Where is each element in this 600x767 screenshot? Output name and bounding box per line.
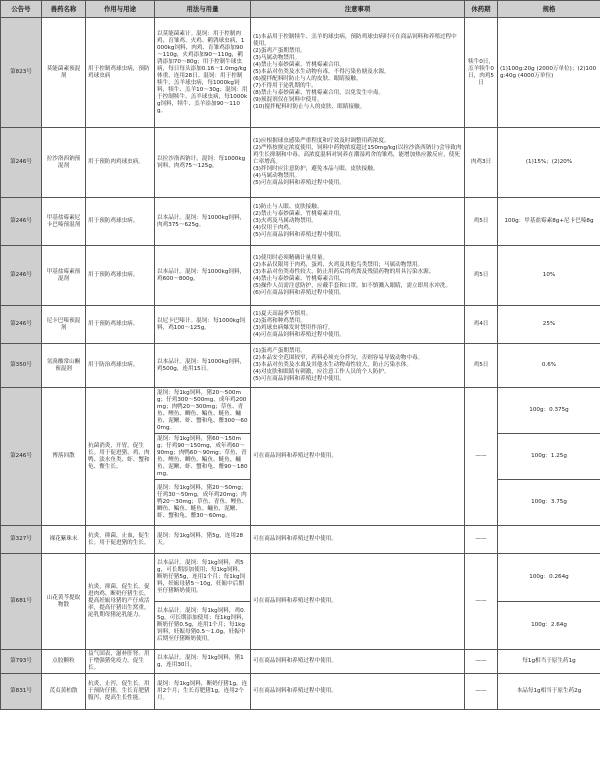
note-line: (2)严格按规定浓度使用，饲料中药物浓度超过150mg/kg(以拉沙洛西钠计)会导致肉鸡生长抑制和中毒。高浓度混料对饲养在潮湿鸡舍的雏鸡，能增加热应激反应，使死亡率增高。 <box>253 145 462 165</box>
header-announcement: 公告号 <box>1 1 42 18</box>
table-row <box>1 344 600 388</box>
note-line: (5)可在商品饲料和养殖过程中使用。 <box>253 376 345 382</box>
withdrawal-period: —— <box>465 674 498 710</box>
note-line: (4)可在商品饲料和养殖过程中使用。 <box>253 331 345 338</box>
specification: 0.6% <box>498 344 600 388</box>
header-notes: 注意事项 <box>251 1 465 18</box>
usage: 用于预防鸡球虫病。 <box>86 198 155 246</box>
note-line: (6)搅拌配料时防止与人的皮肤、眼睛接触。 <box>253 76 362 82</box>
note-line: (3)本品对鱼类毒性较大，防止用药后的鸡粪及残留药物的用具污染水源。 <box>253 268 435 275</box>
announcement-no: 第246号 <box>1 306 42 344</box>
notes <box>251 306 465 344</box>
note-line: (8)禁止与泰妙菌素、竹桃霉素合用，以免发生中毒。 <box>253 90 384 96</box>
table-row <box>1 526 600 554</box>
drug-name: 芪贞黄柏散 <box>42 674 86 710</box>
notes <box>251 198 465 246</box>
note-line: (2)禁止与泰妙菌素、竹桃霉素并用。 <box>253 211 345 217</box>
table-row <box>1 246 600 306</box>
drug-name: 尼卡巴嗪预混剂 <box>42 306 86 344</box>
note-line: (2)本品安全范围较窄，药料必须充分拌匀，否则容易导致动物中毒。 <box>253 355 424 361</box>
usage: 益气固表，滋补肝肾。用于增强猪免疫力，促生长。 <box>86 650 155 674</box>
usage: 抗菌消炎，开胃，促生长。用于促进猪、鸡、肉鸭、淡水鱼类、虾、蟹和龟、鳖生长。 <box>86 388 155 526</box>
table-row <box>1 306 600 344</box>
withdrawal-period: —— <box>465 388 498 526</box>
withdrawal-period: 犊牛0日，羔羊犊牛0日，肉鸡5日 <box>465 18 498 128</box>
table-row <box>1 198 600 246</box>
specification: 100g：0.375g <box>498 388 600 434</box>
announcement-no: 第831号 <box>1 674 42 710</box>
withdrawal-period: —— <box>465 526 498 554</box>
dosage: 以拉沙洛西钠计。混饲：每1000kg饲料，肉鸡75～125g。 <box>155 128 251 198</box>
announcement-no: 第681号 <box>1 554 42 650</box>
dosage: 以本品计。混饲：每1kg饲料，鸡0.5g，可长期添加使用；每1kg饲料，断奶仔猪0.5g，连用1个月；每1kg饲料，妊娠母猪0.5～1.0g，妊娠中后期至仔猪断奶使用。 <box>155 602 251 650</box>
note-line: (4)禁止与泰妙菌素、竹桃霉素合用。 <box>253 62 345 68</box>
specification <box>498 526 600 554</box>
note-line: (4)对皮肤和眼睛有刺激，应注意工作人员的个人防护。 <box>253 369 390 375</box>
table-row <box>1 674 600 710</box>
dosage: 混饲：每1kg饲料，猪20～500mg；仔鸡300～500mg，成年鸡200mg；肉鸭20～300mg；草鱼、青鱼、鲤鱼、鲫鱼、鳊鱼、鲢鱼、鳙鱼、泥鳅、虾、蟹和龟、鳖300～600mg。 <box>155 388 251 434</box>
withdrawal-period: 鸡5日 <box>465 198 498 246</box>
note-line: (1)本品用于控制犊牛、羔羊的球虫病，预防鸡球虫病时可在商品饲料和养殖过程中使用。 <box>253 34 457 47</box>
table-row <box>1 388 600 434</box>
table-row <box>1 554 600 602</box>
usage: 抗炎，抑菌，止血，促生长。用于促进猪的生长。 <box>86 526 155 554</box>
announcement-no: 第350号 <box>1 344 42 388</box>
table-header-row <box>1 1 600 18</box>
drug-name: 莫能菌素预混剂 <box>42 18 86 128</box>
note-line: (3)马属动物禁用。 <box>253 55 301 61</box>
header-usage: 作用与用途 <box>86 1 155 18</box>
withdrawal-period: 鸡5日 <box>465 246 498 306</box>
withdrawal-period: 鸡4日 <box>465 306 498 344</box>
header-drug-name: 兽药名称 <box>42 1 86 18</box>
announcement-no: 第246号 <box>1 388 42 526</box>
specification: 25% <box>498 306 600 344</box>
drug-name: 裸花紫珠末 <box>42 526 86 554</box>
notes <box>251 128 465 198</box>
note-line: (1)应根据球虫感染严重程度和疗效及时调整用药浓度。 <box>253 138 390 144</box>
drug-name: 博落回散 <box>42 388 86 526</box>
withdrawal-period: —— <box>465 650 498 674</box>
specification: 100g：3.75g <box>498 480 600 526</box>
specification: 100g：0.264g <box>498 554 600 602</box>
usage: 抗炎，止泻，促生长。用于预防仔猪，生长育肥猪腹泻，提高生长性能。 <box>86 674 155 710</box>
note-line: (3)火鸡及马属动物禁用。 <box>253 218 317 224</box>
announcement-no: 第246号 <box>1 246 42 306</box>
note-line: (4)仅用于肉鸡。 <box>253 225 295 231</box>
usage: 用于预防肉鸡球虫病。 <box>86 128 155 198</box>
withdrawal-period: 肉鸡3日 <box>465 128 498 198</box>
dosage: 以本品计。混饲：每1000kg饲料，鸡600～800g。 <box>155 246 251 306</box>
announcement-no: 第823号 <box>1 18 42 128</box>
header-spec: 规格 <box>498 1 600 18</box>
specification: 10% <box>498 246 600 306</box>
announcement-no: 第327号 <box>1 526 42 554</box>
announcement-no: 第246号 <box>1 128 42 198</box>
note-line: (3)拌饲时应注意防护，避免本品与眼、皮肤接触。 <box>253 166 379 172</box>
notes <box>251 246 465 306</box>
drug-name: 甲基盐霉素预混剂 <box>42 246 86 306</box>
notes: 可在商品饲料和养殖过程中使用。 <box>251 650 465 674</box>
dosage: 以本品计。混饲：每1000kg饲料，鸡500g，连用15日。 <box>155 344 251 388</box>
announcement-no: 第793号 <box>1 650 42 674</box>
specification: 100g：1.25g <box>498 434 600 480</box>
drug-name: 拉沙洛西钠预混剂 <box>42 128 86 198</box>
specification: (1)15%；(2)20% <box>498 128 600 198</box>
usage: 抗炎，抑菌，促生长。促进肉鸡、断奶仔猪生长，提高妊娠母猪的产仔成活率，提高仔猪出生窝重，泌乳期母猪泌乳能力。 <box>86 554 155 650</box>
note-line: (10)搅拌配料时防止与人的皮肤、眼睛接触。 <box>253 104 366 110</box>
drug-name: 点胶颗粒 <box>42 650 86 674</box>
usage: 用于预防鸡球虫病。 <box>86 306 155 344</box>
notes <box>251 18 465 128</box>
note-line: (1)防止与人眼、皮肤接触。 <box>253 204 323 210</box>
drug-name: 山花黄芩提取物散 <box>42 554 86 650</box>
note-line: (5)操作人员需注意防护，应戴手套和口罩，如不慎溅入眼睛，需立即用水冲洗。 <box>253 282 452 289</box>
dosage: 混饲：每1kg饲料，猪60～150mg；仔鸡90～150mg，成年鸡60～90mg；肉鸭60～90mg；草鱼、青鱼、鲤鱼、鲫鱼、鳊鱼、鲢鱼、鳙鱼、泥鳅、虾、蟹和龟、鳖90～180mg。 <box>155 434 251 480</box>
dosage: 以本品计。混饲：每1000kg饲料，肉鸡375～625g。 <box>155 198 251 246</box>
note-line: (1)夏天高温季节慎用。 <box>253 310 312 317</box>
header-dosage: 用法与用量 <box>155 1 251 18</box>
specification: 100g：2.64g <box>498 602 600 650</box>
notes: 可在商品饲料和养殖过程中使用。 <box>251 554 465 650</box>
dosage: 混饲：每1kg饲料，猪20～50mg；仔鸡30～50mg，成年鸡20mg；肉鸭20～30mg；草鱼、青鱼、鲤鱼、鲫鱼、鳊鱼、鲢鱼、鳙鱼、泥鳅、虾、蟹和龟、鳖30～60mg。 <box>155 480 251 526</box>
table-row <box>1 650 600 674</box>
dosage: 混饲：每1kg饲料，断奶仔猪1g，连用2个月；生长育肥猪1g，连用2个月。 <box>155 674 251 710</box>
note-line: (2)蛋鸡产蛋期禁用。 <box>253 48 306 54</box>
note-line: (5)本品对鱼类及水生动物有毒，不得污染鱼塘及水源。 <box>253 69 390 75</box>
note-line: (3)鸡球虫病爆发时禁用作治疗。 <box>253 324 334 331</box>
drug-name: 氢溴酸常山酮预混剂 <box>42 344 86 388</box>
notes: 可在商品饲料和养殖过程中使用。 <box>251 674 465 710</box>
note-line: (1)使用时必须精确计量用量。 <box>253 254 329 261</box>
withdrawal-period: 鸡5日 <box>465 344 498 388</box>
note-line: (7)不得用于泌乳期的牛。 <box>253 83 317 89</box>
usage: 用于防治鸡球虫病。 <box>86 344 155 388</box>
specification: (1)100g:20g (2000万单位)；(2)100g:40g (4000万单位) <box>498 18 600 128</box>
announcement-no: 第246号 <box>1 198 42 246</box>
notes <box>251 344 465 388</box>
note-line: (1)蛋鸡产蛋期禁用。 <box>253 348 306 354</box>
withdrawal-period: —— <box>465 554 498 650</box>
note-line: (4)马属动物禁用。 <box>253 173 301 179</box>
drug-name: 甲基盐霉素尼卡巴嗪预混剂 <box>42 198 86 246</box>
note-line: (2)蛋鸡和种鸡禁用。 <box>253 317 306 324</box>
note-line: (4)禁止与泰妙菌素、竹桃霉素合用。 <box>253 275 345 282</box>
dosage: 以本品计。混饲：每1kg饲料，猪1g，连用30日。 <box>155 650 251 674</box>
note-line: (5)可在商品饲料和养殖过程中使用。 <box>253 180 345 186</box>
dosage: 混饲：每1kg饲料，猪5g，连用28天。 <box>155 526 251 554</box>
usage: 用于预防鸡球虫病。 <box>86 246 155 306</box>
table-row <box>1 128 600 198</box>
dosage: 以莫能菌素计。混饲：用于控制肉鸡、育雏鸡、火鸡、鹌鹑球虫病，1000kg饲料，肉鸡、育雏鸡添加90～110g，火鸡添加90～110g，鹌鹑添加70～80g；用于控制牛球虫病，每日每头添加0.16～1.0mg/kg体重，连用28日。混饲：用于控制犊牛、羔羊球虫病，每1000kg饲料，犊牛、羔羊10～30g；混饲：用于控制犊牛、羔羊球虫病，每1000kg饲料，犊牛、羔羊添加90～110g。 <box>155 18 251 128</box>
specification: 本品每1g相当于原生药2g <box>498 674 600 710</box>
note-line: (2)本品仅限用于肉鸡，蛋鸡、火鸡及其他鸟类禁用；马属动物禁用。 <box>253 261 424 268</box>
note-line: (6)可在商品饲料和养殖过程中使用。 <box>253 289 345 296</box>
dosage: 以本品计。混饲：每1kg饲料，鸡5g，可长期添加使用；每1kg饲料，断奶仔猪5g，连用1个月；每1kg饲料，妊娠母猪5～10g，妊娠中后期至仔猪断奶使用。 <box>155 554 251 602</box>
header-withdrawal: 休药期 <box>465 1 498 18</box>
note-line: (9)预混剂仅在饲料中使用。 <box>253 97 323 103</box>
note-line: (3)本品对鱼类及水禽及其他水生动物毒性较大，防止污染水体。 <box>253 362 412 368</box>
usage: 用于控制鸡球虫病，预防鸡球虫病 <box>86 18 155 128</box>
dosage: 以尼卡巴嗪计。混饲：每1000kg饲料，鸡100～125g。 <box>155 306 251 344</box>
table-row <box>1 18 600 128</box>
specification: 每1g相当于原生药1g <box>498 650 600 674</box>
note-line: (5)可在商品饲料和养殖过程中使用。 <box>253 232 345 238</box>
notes: 可在商品饲料和养殖过程中使用。 <box>251 388 465 526</box>
specification: 100g：甲基盐霉素8g+尼卡巴嗪8g <box>498 198 600 246</box>
notes: 可在商品饲料和养殖过程中使用。 <box>251 526 465 554</box>
